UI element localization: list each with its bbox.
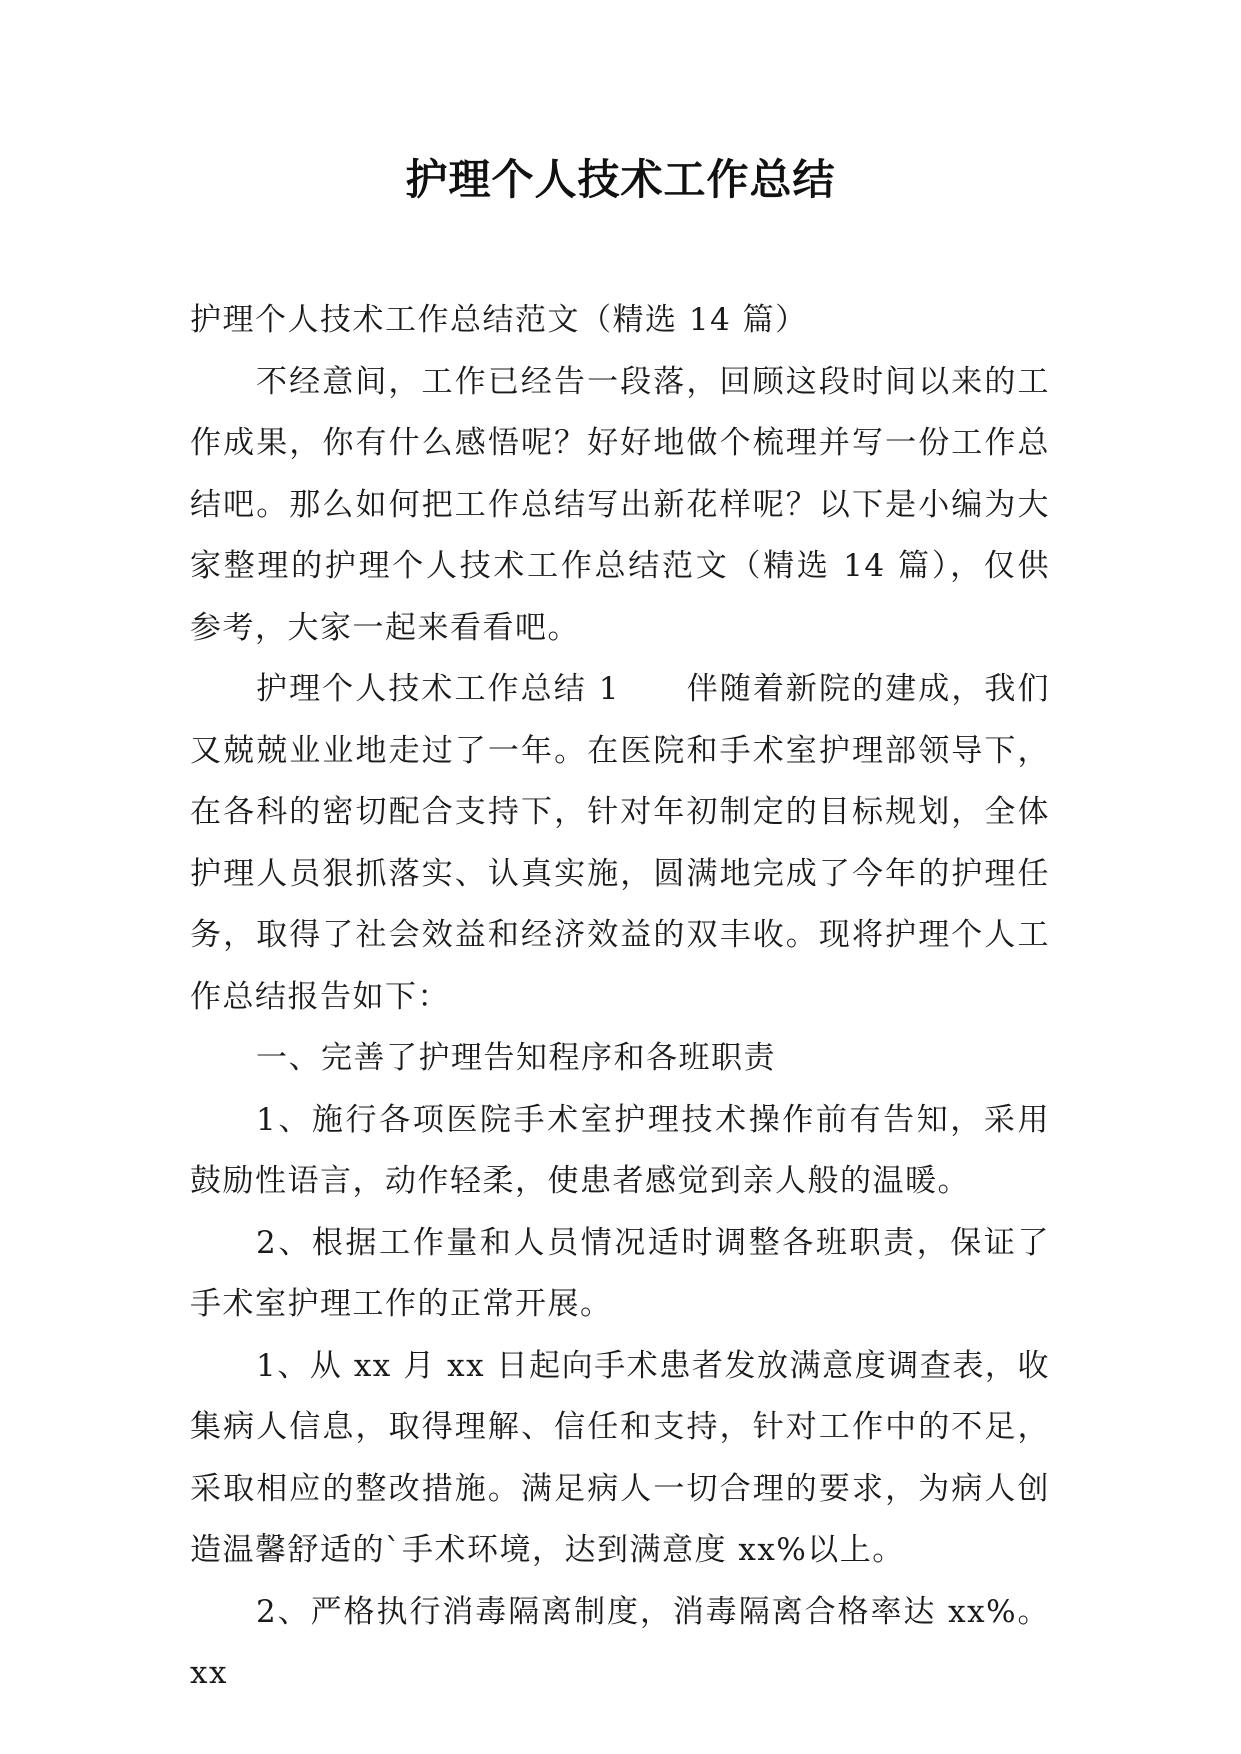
document-body <box>190 290 1050 1705</box>
paragraph-intro: 不经意间，工作已经告一段落，回顾这段时间以来的工作成果，你有什么感悟呢？好好地做个梳理并写一份工作总结吧。那么如何把工作总结写出新花样呢？以下是小编为大家整理的护理个人技术工作总结范文（精选 14 篇），仅供参考，大家一起来看看吧。 <box>190 363 1050 646</box>
paragraph-item-3: 1、从 xx 月 xx 日起向手术患者发放满意度调查表，收集病人信息，取得理解、信任和支持，针对工作中的不足，采取相应的整改措施。满足病人一切合理的要求，为病人创造温馨舒适的`手术环境，达到满意度 xx%以上。 <box>190 1347 1050 1568</box>
paragraph-subtitle: 护理个人技术工作总结范文（精选 14 篇） <box>190 302 808 338</box>
paragraph-item-1: 1、施行各项医院手术室护理技术操作前有告知，采用鼓励性语言，动作轻柔，使患者感觉到亲人般的温暖。 <box>190 1101 1050 1199</box>
document-title: 护理个人技术工作总结 <box>405 155 836 204</box>
paragraph-summary-1: 护理个人技术工作总结 1 伴随着新院的建成，我们又兢兢业业地走过了一年。在医院和手术室护理部领导下，在各科的密切配合支持下，针对年初制定的目标规划，全体护理人员狠抓落实、认真实施，圆满地完成了今年的护理任务，取得了社会效益和经济效益的双丰收。现将护理个人工作总结报告如下： <box>190 671 1050 1015</box>
paragraph-item-4: 2、严格执行消毒隔离制度，消毒隔离合格率达 xx%。xx <box>190 1593 1050 1691</box>
section-heading-1: 一、完善了护理告知程序和各班职责 <box>256 1040 776 1076</box>
paragraph-item-2: 2、根据工作量和人员情况适时调整各班职责，保证了手术室护理工作的正常开展。 <box>190 1224 1050 1322</box>
